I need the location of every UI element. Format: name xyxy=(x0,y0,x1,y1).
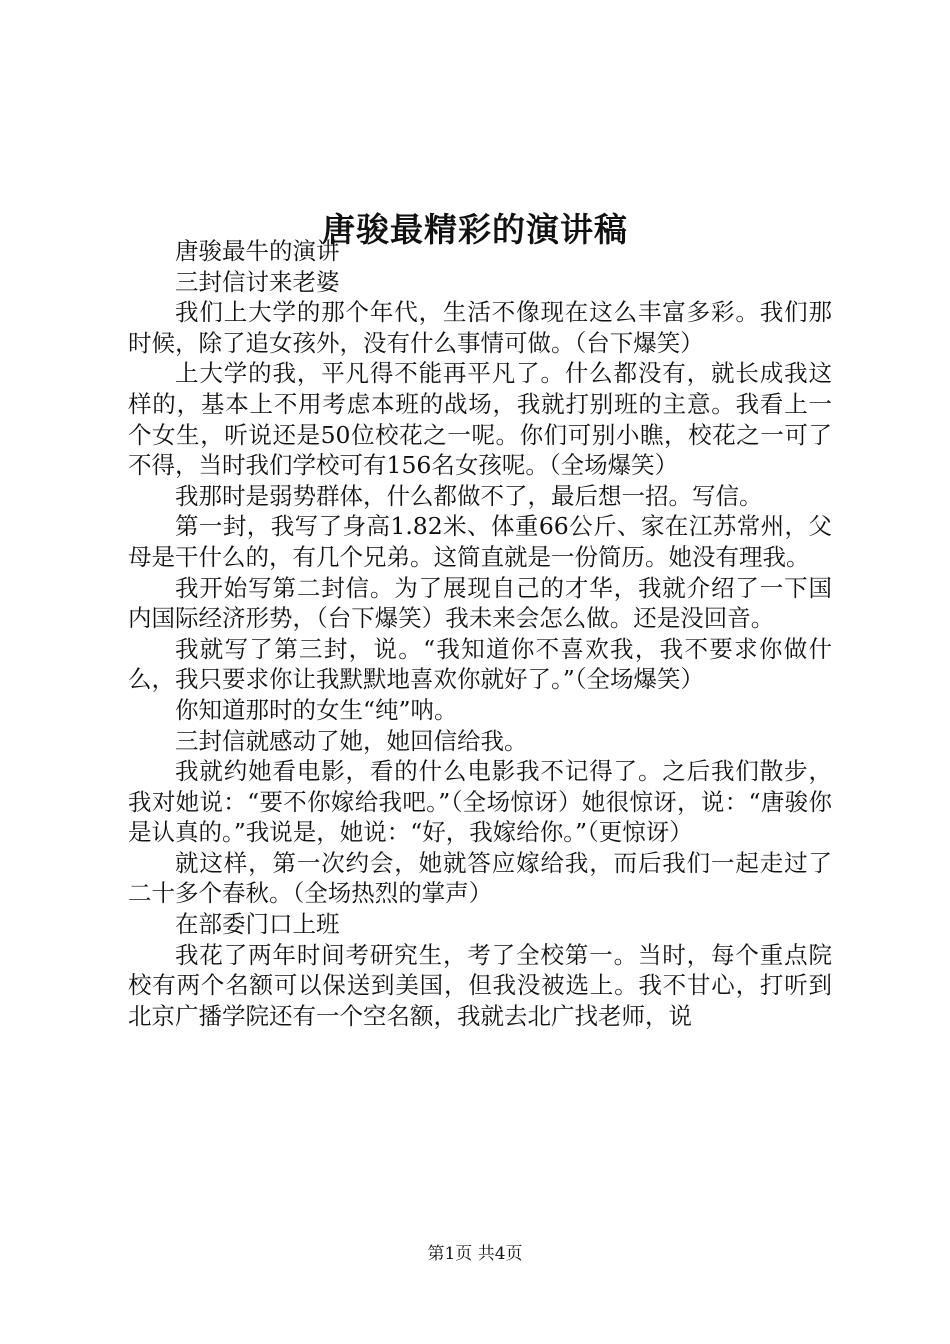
paragraph: 第一封，我写了身高1.82米、体重66公斤、家在江苏常州，父母是干什么的，有几个兄弟。这简直就是一份简历。她没有理我。 xyxy=(128,512,832,571)
paragraph: 唐骏最牛的演讲 xyxy=(175,237,340,265)
paragraph: 在部委门口上班 xyxy=(175,910,340,939)
paragraph: 我们上大学的那个年代，生活不像现在这么丰富多彩。我们那时候，除了追女孩外，没有什么事情可做。（台下爆笑） xyxy=(128,298,832,357)
paragraph: 你知道那时的女生“纯”呐。 xyxy=(175,695,458,724)
paragraph: 上大学的我，平凡得不能再平凡了。什么都没有，就长成我这样的，基本上不用考虑本班的战场，我就打别班的主意。我看上一个女生，听说还是50位校花之一呢。你们可别小瞧，校花之一可了不得，当时我们学校可有156名女孩呢。（全场爆笑） xyxy=(128,359,832,480)
paragraph: 三封信讨来老婆 xyxy=(175,267,340,296)
document-title: 唐骏最精彩的演讲稿 xyxy=(322,210,628,250)
paragraph: 我那时是弱势群体，什么都做不了，最后想一招。写信。 xyxy=(175,481,763,510)
paragraph: 我花了两年时间考研究生，考了全校第一。当时，每个重点院校有两个名额可以保送到美国，但我没被选上。我不甘心，打听到北京广播学院还有一个空名额，我就去北广找老师，说 xyxy=(128,940,832,1030)
paragraph: 三封信就感动了她，她回信给我。 xyxy=(175,726,528,755)
paragraph: 就这样，第一次约会，她就答应嫁给我，而后我们一起走过了二十多个春秋。（全场热烈的掌声） xyxy=(128,848,832,908)
document-body xyxy=(128,236,832,1031)
paragraph: 我就写了第三封，说。“我知道你不喜欢我，我不要求你做什么，我只要求你让我默默地喜欢你就好了。”（全场爆笑） xyxy=(128,634,832,694)
paragraph: 我就约她看电影，看的什么电影我不记得了。之后我们散步，我对她说：“要不你嫁给我吧。”（全场惊讶）她很惊讶，说：“唐骏你是认真的。”我说是，她说：“好，我嫁给你。”（更惊讶） xyxy=(128,757,832,847)
page-number-footer: 第1页 共4页 xyxy=(427,1244,523,1264)
paragraph: 我开始写第二封信。为了展现自己的才华，我就介绍了一下国内国际经济形势，（台下爆笑）我未来会怎么做。还是没回音。 xyxy=(128,573,832,633)
